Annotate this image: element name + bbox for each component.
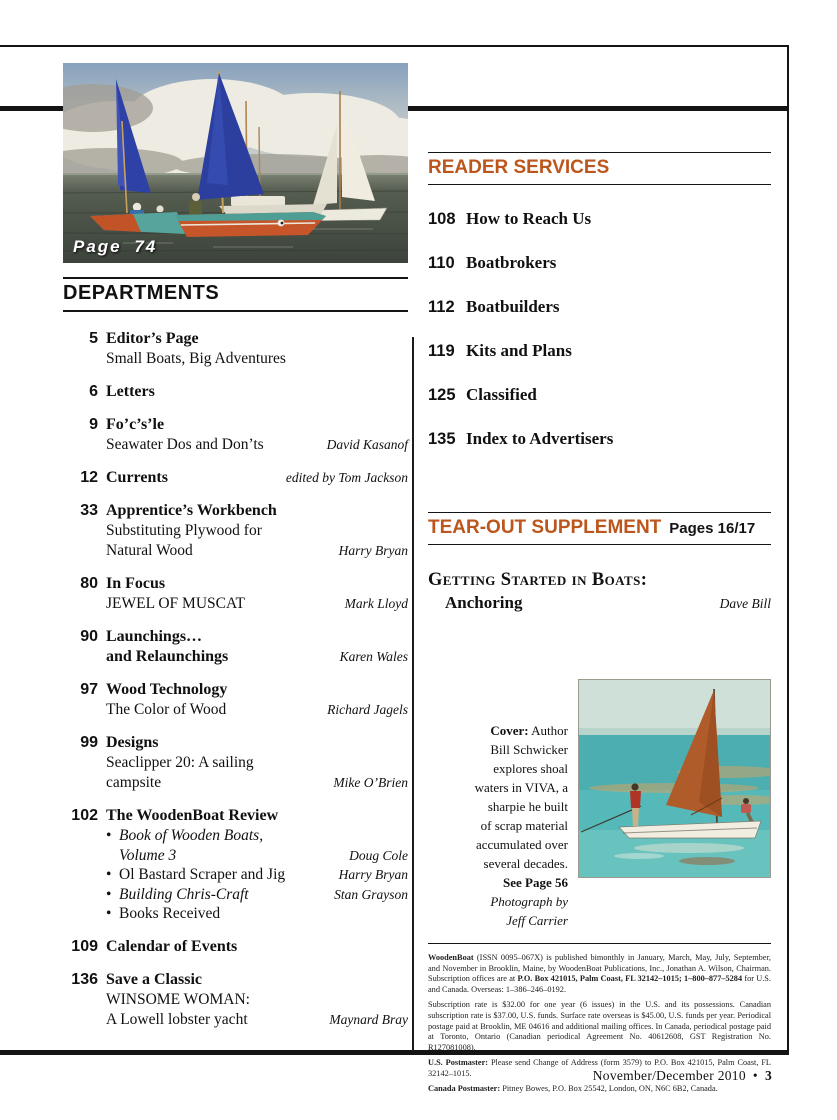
masthead-top-rule [428,943,771,944]
cover-photo-illustration [579,680,770,877]
right-border-rule [787,45,789,1055]
cover-note-section [428,679,771,930]
entry-page-number: 97 [80,681,98,698]
reader-services-entry [428,385,771,405]
entry-page-number: 90 [80,628,98,645]
cover-text-line: Bill Schwicker [490,742,568,757]
entry-title: Letters [106,383,155,400]
departments-section [63,277,408,1043]
entry-page-number: 6 [89,383,98,400]
reader-services-entry [428,429,771,449]
toc-entry-wood-technology [63,680,408,720]
cover-text-line: sharpie he built [487,799,568,814]
entry-page-number: 12 [80,469,98,486]
toc-entry-editors-page [63,329,408,369]
toc-entry-calendar [63,937,408,957]
page-footer [428,1068,772,1084]
entry-title: Designs [106,734,159,751]
entry-subtitle: Seaclipper 20: A sailing [106,754,254,771]
entry-title: Boatbuilders [466,297,560,316]
masthead-bold: WoodenBoat [428,953,474,962]
toc-entry-in-focus [63,574,408,614]
cover-text-line: accumulated over [475,837,568,852]
reader-services-entry [428,253,771,273]
footer-bullet: • [752,1068,758,1083]
entry-title: Apprentice’s Workbench [106,502,277,519]
entry-page-number: 110 [428,254,455,272]
reader-services-heading: READER SERVICES [428,152,771,185]
supplement-topic: Anchoring [445,593,523,612]
entry-page-number: 112 [428,298,455,316]
entry-subtitle: Substituting Plywood for [106,522,262,539]
entry-subtitle: campsite [106,774,162,791]
footer-page-number: 3 [764,1068,772,1083]
entry-title: How to Reach Us [466,209,592,228]
masthead-text: Please send Change of Address (form 3579) to P.O. Box 421015, Palm Coast, FL 32142–1015. [428,1058,771,1079]
sailboats-photo-illustration [63,63,408,263]
entry-subtitle: Seawater Dos and Don’ts [106,436,264,453]
entry-title: and Relaunchings [106,648,229,665]
toc-entry-woodenboat-review [63,806,408,924]
cover-text-line: Author [528,723,568,738]
entry-title: Boatbrokers [466,253,557,272]
masthead-paragraph [428,1084,771,1095]
reader-services-entry [428,209,771,229]
tear-out-supplement-heading [428,512,771,545]
masthead-text: for U.S. and Canada. Overseas: 1–386–246–0192. [428,974,772,995]
entry-author: Harry Bryan [338,543,408,558]
entry-author: Karen Wales [339,649,408,664]
cover-photo-credit: Photograph by [490,894,568,909]
entry-title: Index to Advertisers [466,429,614,448]
entry-title: Currents [106,469,168,486]
column-divider-rule [412,337,414,1051]
entry-page-number: 9 [89,416,98,433]
bullet-glyph: • [106,827,112,844]
entry-page-number: 109 [71,937,98,955]
toc-entry-designs [63,733,408,793]
masthead-paragraph: Subscription rate is $32.00 for one year (6 issues) in the U.S. and its possessions. Canadian subscription rate is $37.00, U.S. funds. Surface rate overseas is $45.00, U.S. funds per year. Periodical postage paid at Brooklin, ME 04616 and additional mailing offices. In Canada, periodical postage paid at Toronto, Ontario (Canadian periodical Agreement No. 40612608, GST Registration No. R127081008). [428,1000,771,1053]
masthead-text: Pitney Bowes, P.O. Box 25542, London, ON, N6C 6B2, Canada. [500,1084,718,1094]
cover-text-line: explores shoal [493,761,568,776]
cover-photo-credit: Jeff Carrier [506,913,568,928]
right-column [428,152,771,1099]
entry-subtitle: WINSOME WOMAN: [106,990,250,1008]
review-item: Book of Wooden Boats, [119,827,264,844]
cover-see-page: See Page 56 [503,875,568,890]
entry-subtitle: Natural Wood [106,542,193,559]
masthead-paragraph [428,953,771,996]
entry-author: Mark Lloyd [344,596,408,611]
entry-title: In Focus [106,575,166,592]
bullet-glyph: • [106,885,112,903]
bullet-glyph: • [106,905,112,922]
entry-page-number: 135 [428,430,456,448]
photo-page-caption: Page 74 [73,237,158,256]
entry-title: Editor’s Page [106,330,199,347]
entry-page-number: 125 [428,386,456,404]
entry-author: Maynard Bray [329,1011,408,1027]
reader-services-entry [428,297,771,317]
tear-out-supplement-title: TEAR-OUT SUPPLEMENT [428,517,662,538]
entry-page-number: 80 [80,575,98,592]
entry-page-number: 33 [80,502,98,519]
entry-author: Stan Grayson [334,886,408,902]
departments-list [63,329,408,1030]
review-item: Books Received [119,905,221,922]
entry-title: Fo’c’s’le [106,416,165,433]
entry-title: Calendar of Events [106,937,238,955]
top-rule [0,45,789,47]
entry-title: Classified [466,385,537,404]
toc-entry-focsle [63,415,408,455]
masthead-bold: P.O. Box 421015, Palm Coast, FL 32142–1015; 1–800–877–5284 [517,974,743,984]
toc-entry-launchings [63,627,408,667]
entry-subtitle: The Color of Wood [106,701,227,718]
masthead-bold: U.S. Postmaster: [428,1058,489,1068]
entry-page-number: 5 [89,330,98,347]
entry-page-number: 108 [428,210,456,228]
entry-subtitle: A Lowell lobster yacht [106,1010,248,1028]
toc-entry-save-a-classic [63,970,408,1030]
review-item: Volume 3 [119,846,177,864]
entry-author: edited by Tom Jackson [285,470,408,485]
entry-author: Mike O’Brien [333,775,408,790]
entry-author: Doug Cole [349,847,408,863]
toc-entry-apprentices-workbench [63,501,408,561]
cover-text-line: several decades. [483,856,568,871]
cover-text-line: waters in VIVA, a [474,780,568,795]
entry-author: David Kasanof [326,437,408,452]
entry-page-number: 99 [80,734,98,751]
tear-out-supplement-section [428,512,771,613]
supplement-series-title: Getting Started in Boats: [428,570,648,590]
cover-label: Cover: [490,723,529,738]
review-item: Building Chris-Craft [119,885,249,903]
departments-photo [63,63,408,263]
supplement-pages: Pages 16/17 [669,520,756,537]
cover-description [428,679,578,930]
review-item: Ol Bastard Scraper and Jig [119,866,286,883]
entry-subtitle: JEWEL OF MUSCAT [106,595,245,612]
entry-page-number: 136 [71,970,98,988]
entry-title: Launchings… [106,628,203,645]
toc-entry-currents [63,468,408,488]
entry-title: The WoodenBoat Review [106,807,279,824]
cover-photo [578,679,771,878]
entry-title: Wood Technology [106,681,228,698]
entry-title: Save a Classic [106,970,202,988]
entry-page-number: 102 [71,807,98,824]
toc-entry-letters [63,382,408,402]
entry-subtitle: Small Boats, Big Adventures [106,350,286,367]
reader-services-entry [428,341,771,361]
supplement-author: Dave Bill [719,596,771,611]
entry-author: Harry Bryan [338,867,408,882]
masthead-bold: Canada Postmaster: [428,1084,501,1094]
departments-heading: DEPARTMENTS [63,277,408,312]
entry-author: Richard Jagels [327,702,408,717]
bullet-glyph: • [106,866,112,883]
cover-text-line: of scrap material [480,818,568,833]
masthead-text: (ISSN 0095–067X) is published bimonthly in January, March, May, July, September, and November in Brooklin, Maine, by WoodenBoat Publications, Inc., Jonathan A. Wilson, Chairman. Subscription offices are at [428,953,771,984]
entry-page-number: 119 [428,342,455,360]
footer-issue-date: November/December 2010 [592,1068,746,1083]
entry-title: Kits and Plans [466,341,572,360]
